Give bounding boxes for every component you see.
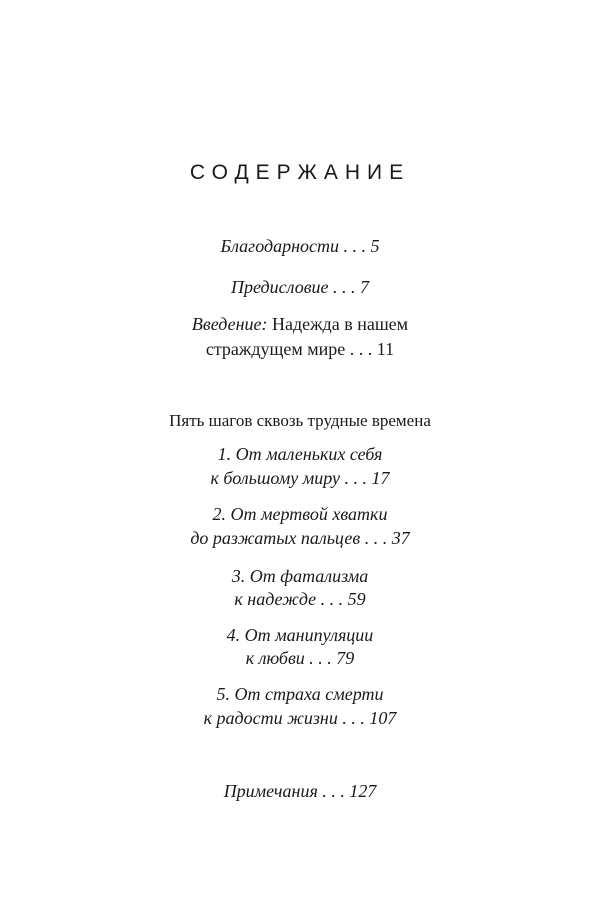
entry-label: Примечания <box>223 781 318 801</box>
page-title: СОДЕРЖАНИЕ <box>189 161 411 184</box>
entry-page: 5 <box>370 236 380 256</box>
leader: . . . <box>342 708 365 728</box>
entry-label: Надежда в нашем <box>271 314 409 334</box>
entry-page: 107 <box>369 708 397 728</box>
toc-entry-preface[interactable] <box>0 276 600 298</box>
entry-page: 17 <box>371 468 390 488</box>
entry-label: Благодарности <box>220 236 339 256</box>
entry-page: 59 <box>347 589 366 609</box>
leader: . . . <box>333 277 356 297</box>
leader: . . . <box>309 648 332 668</box>
toc-entry-notes[interactable] <box>0 780 600 802</box>
entry-page: 7 <box>360 277 369 297</box>
chapter-title: 4. От манипуляции <box>226 625 374 645</box>
leader: . . . <box>322 781 345 801</box>
chapter-title: к надежде <box>234 589 317 609</box>
leader: . . . <box>344 468 367 488</box>
entry-page: 37 <box>391 528 410 548</box>
section-heading: Пять шагов сквозь трудные времена <box>169 411 431 430</box>
entry-page: 127 <box>349 781 377 801</box>
chapter-title: 2. От мертвой хватки <box>212 504 388 524</box>
entry-label: страждущем мире <box>205 339 346 359</box>
leader: . . . <box>320 589 344 609</box>
chapter-title: 1. От маленьких себя <box>217 444 383 464</box>
chapter-title: 5. От страха смерти <box>216 684 384 704</box>
leader: . . . <box>364 528 388 548</box>
chapter-title: к радости жизни <box>203 708 338 728</box>
entry-label: Предисловие <box>230 277 329 297</box>
chapter-title: до разжатых пальцев <box>190 528 361 548</box>
leader: . . . <box>349 339 373 359</box>
entry-page: 79 <box>336 648 355 668</box>
toc-entry-acknowledgements[interactable] <box>0 235 600 257</box>
chapter-title: к любви <box>245 648 305 668</box>
chapter-title: к большому миру <box>210 468 340 488</box>
entry-page: 11 <box>376 339 395 359</box>
leader: . . . <box>343 236 366 256</box>
entry-label-italic: Введение: <box>191 314 268 334</box>
chapter-title: 3. От фатализма <box>231 566 369 586</box>
